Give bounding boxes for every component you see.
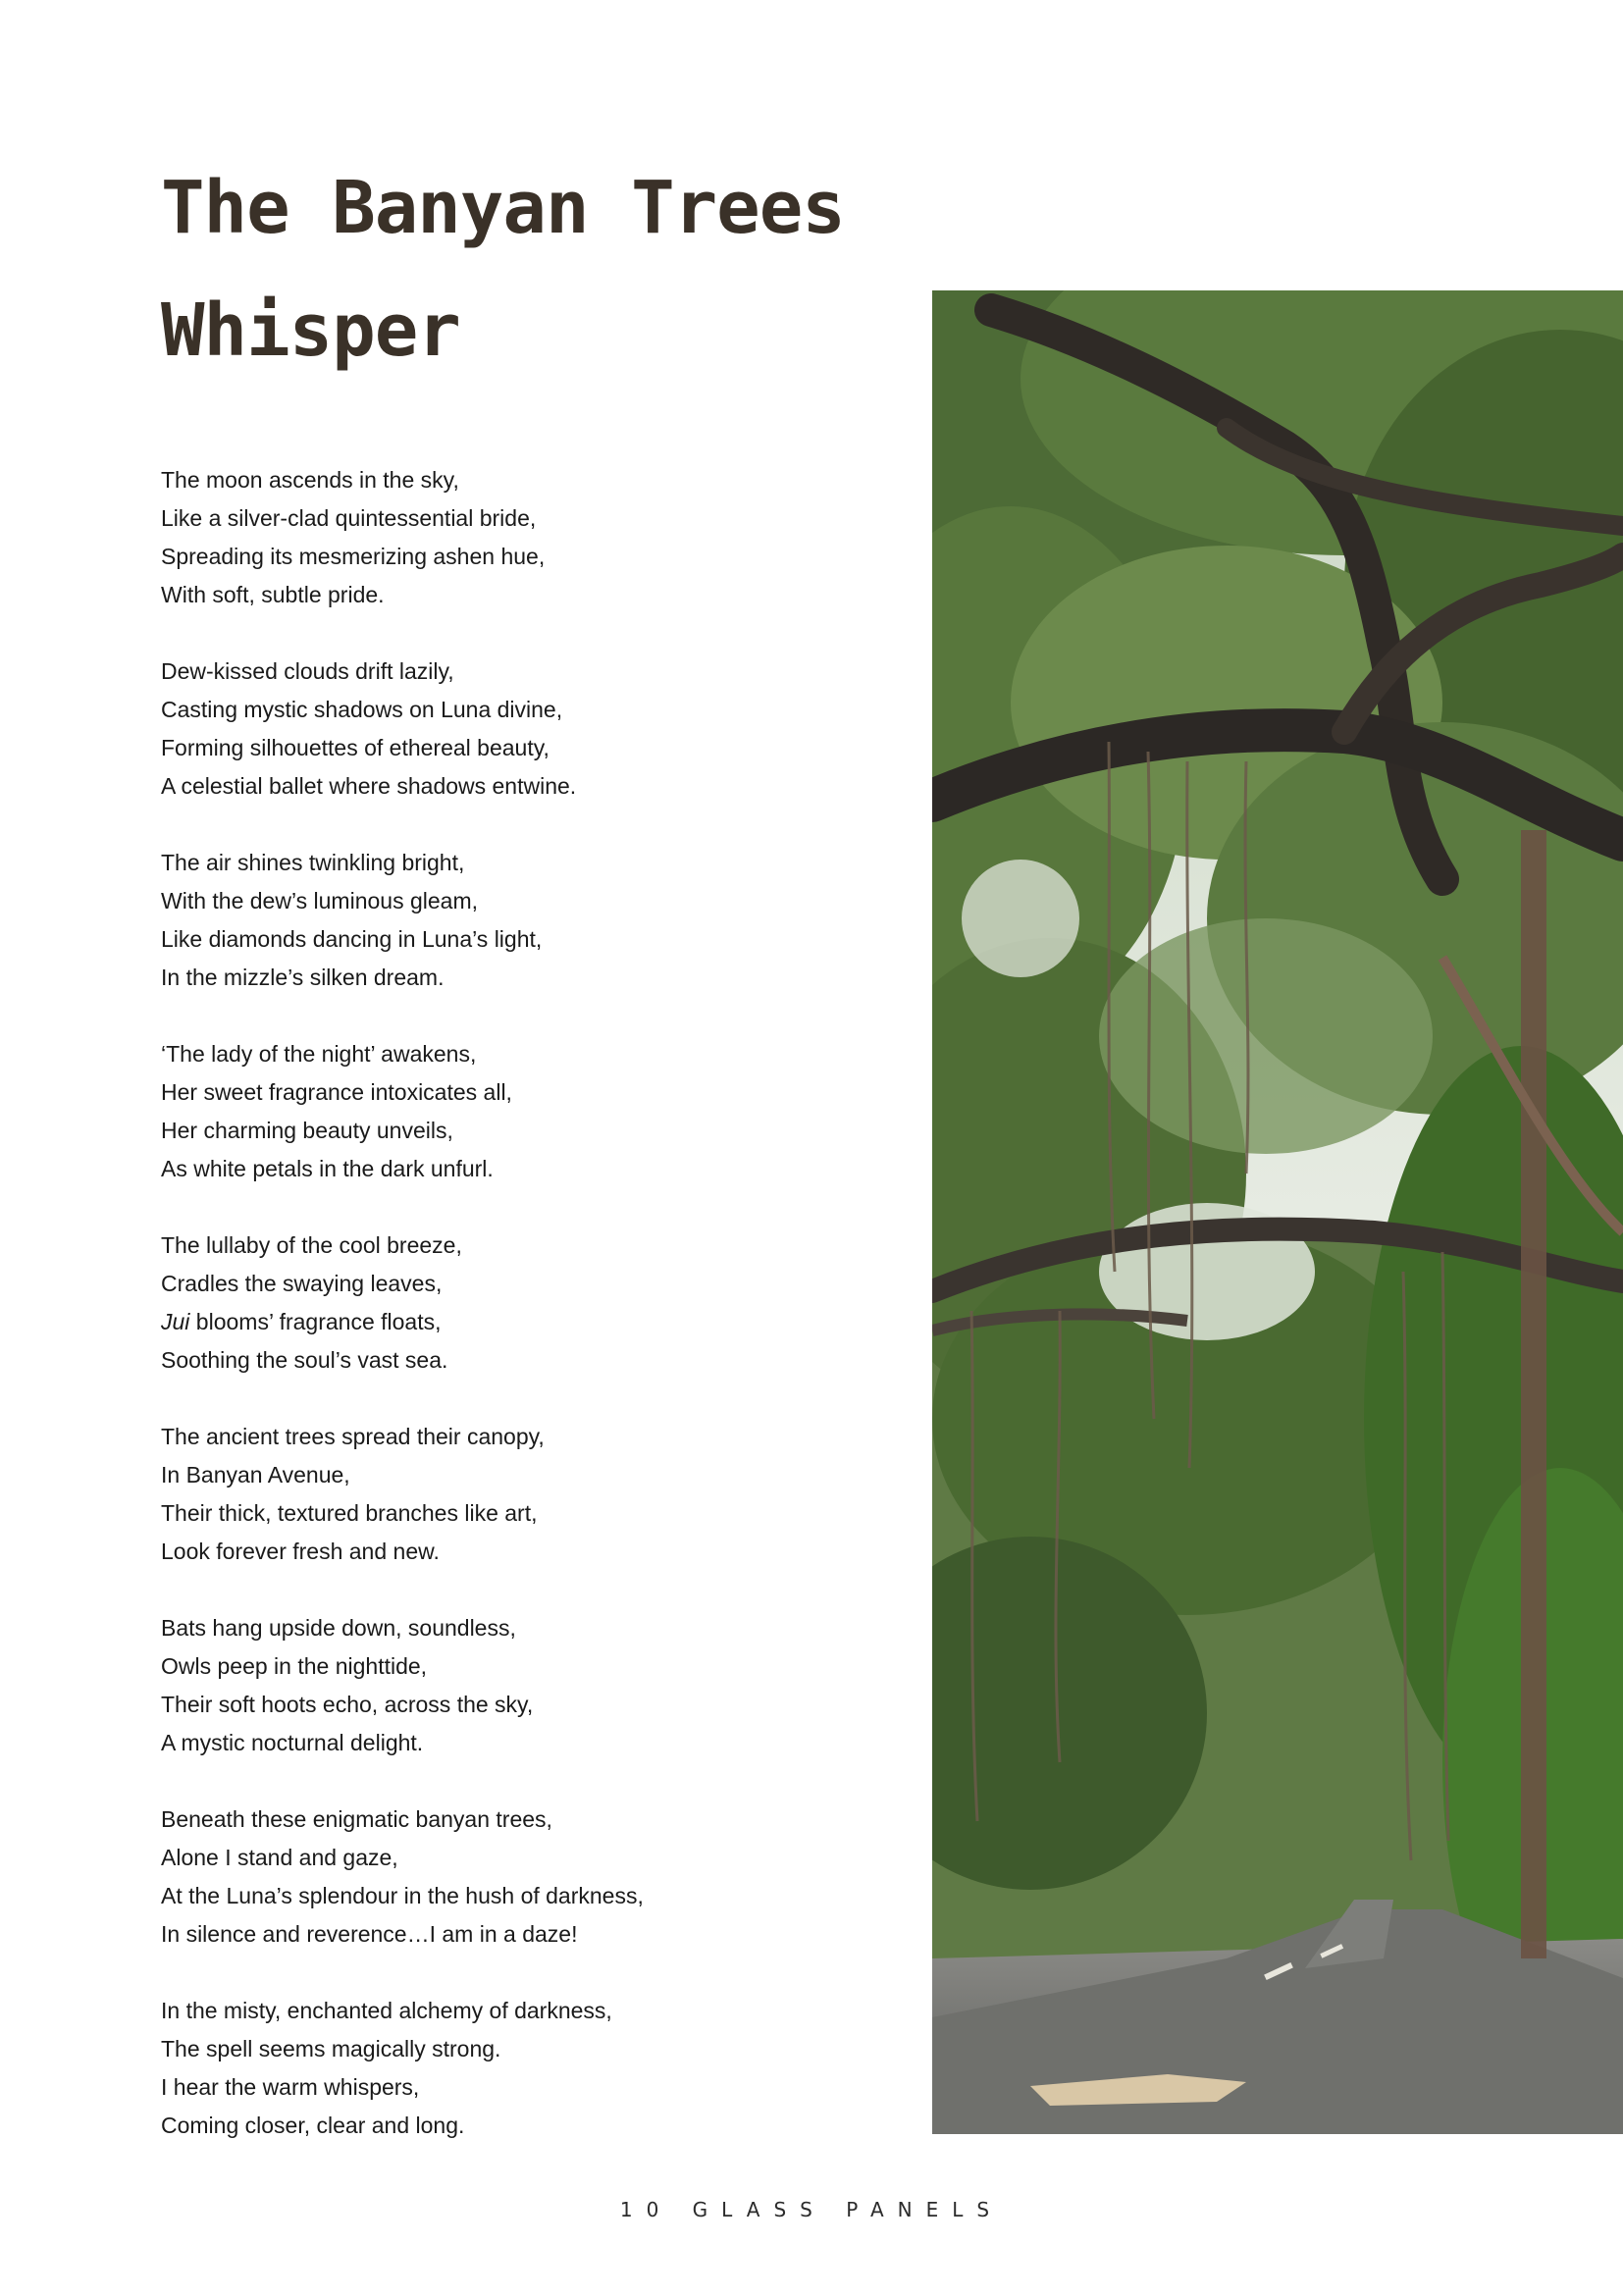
poem-line: Cradles the swaying leaves, — [161, 1271, 443, 1296]
poem-line: Alone I stand and gaze, — [161, 1845, 398, 1870]
poem-line: I hear the warm whispers, — [161, 2074, 420, 2100]
poem-line: In the misty, enchanted alchemy of darkness, — [161, 1998, 612, 2023]
poem-line: The lullaby of the cool breeze, — [161, 1232, 462, 1258]
poem-line: Like diamonds dancing in Luna’s light, — [161, 926, 543, 952]
banyan-avenue-photo — [932, 290, 1623, 2134]
footer-section-title: 10 GLASS PANELS — [619, 2198, 1004, 2221]
poem-line: The moon ascends in the sky, — [161, 467, 459, 493]
poem-line: A mystic nocturnal delight. — [161, 1730, 424, 1755]
poem-body — [161, 461, 907, 2183]
poem-stanza — [161, 1800, 907, 1954]
page-title — [161, 147, 907, 392]
poem-stanza — [161, 652, 907, 806]
poem-line: In Banyan Avenue, — [161, 1462, 350, 1487]
poem-line: With soft, subtle pride. — [161, 582, 385, 607]
poem-line: As white petals in the dark unfurl. — [161, 1156, 494, 1181]
poem-line: Owls peep in the nighttide, — [161, 1653, 428, 1679]
poem-italic-word: Jui — [161, 1309, 190, 1334]
poem-stanza — [161, 461, 907, 614]
poem-line: Casting mystic shadows on Luna divine, — [161, 697, 563, 722]
poem-stanza — [161, 1418, 907, 1571]
title-line-1: The Banyan Trees — [161, 166, 845, 250]
poem-line: In silence and reverence…I am in a daze! — [161, 1921, 578, 1947]
poem-line: Spreading its mesmerizing ashen hue, — [161, 544, 546, 569]
poem-stanza — [161, 1992, 907, 2145]
poem-line: At the Luna’s splendour in the hush of darkness, — [161, 1883, 644, 1908]
poem-line: Forming silhouettes of ethereal beauty, — [161, 735, 550, 760]
poem-line: The air shines twinkling bright, — [161, 850, 465, 875]
poem-line: Dew-kissed clouds drift lazily, — [161, 658, 454, 684]
poem-line: In the mizzle’s silken dream. — [161, 965, 445, 990]
poem-line: Their thick, textured branches like art, — [161, 1500, 538, 1526]
poem-line: Her sweet fragrance intoxicates all, — [161, 1079, 512, 1105]
poem-stanza — [161, 844, 907, 997]
poem-line: Beneath these enigmatic banyan trees, — [161, 1806, 552, 1832]
poem-line: A celestial ballet where shadows entwine. — [161, 773, 577, 799]
poem-line-rest: blooms’ fragrance floats, — [189, 1309, 442, 1334]
poem-line: Look forever fresh and new. — [161, 1539, 440, 1564]
poem-stanza — [161, 1035, 907, 1188]
poem-line: Their soft hoots echo, across the sky, — [161, 1692, 534, 1717]
poem-line: Like a silver-clad quintessential bride, — [161, 505, 537, 531]
poem-stanza — [161, 1226, 907, 1380]
poem-line: The spell seems magically strong. — [161, 2036, 501, 2061]
poem-line: Her charming beauty unveils, — [161, 1118, 453, 1143]
poem-line: The ancient trees spread their canopy, — [161, 1424, 545, 1449]
poem-line: Soothing the soul’s vast sea. — [161, 1347, 448, 1373]
poem-line: Bats hang upside down, soundless, — [161, 1615, 516, 1641]
poem-line: ‘The lady of the night’ awakens, — [161, 1041, 477, 1067]
poem-stanza — [161, 1609, 907, 1762]
poem-line — [161, 1303, 907, 1341]
title-line-2: Whisper — [161, 288, 460, 373]
poem-line: With the dew’s luminous gleam, — [161, 888, 478, 913]
poem-line: Coming closer, clear and long. — [161, 2113, 465, 2138]
